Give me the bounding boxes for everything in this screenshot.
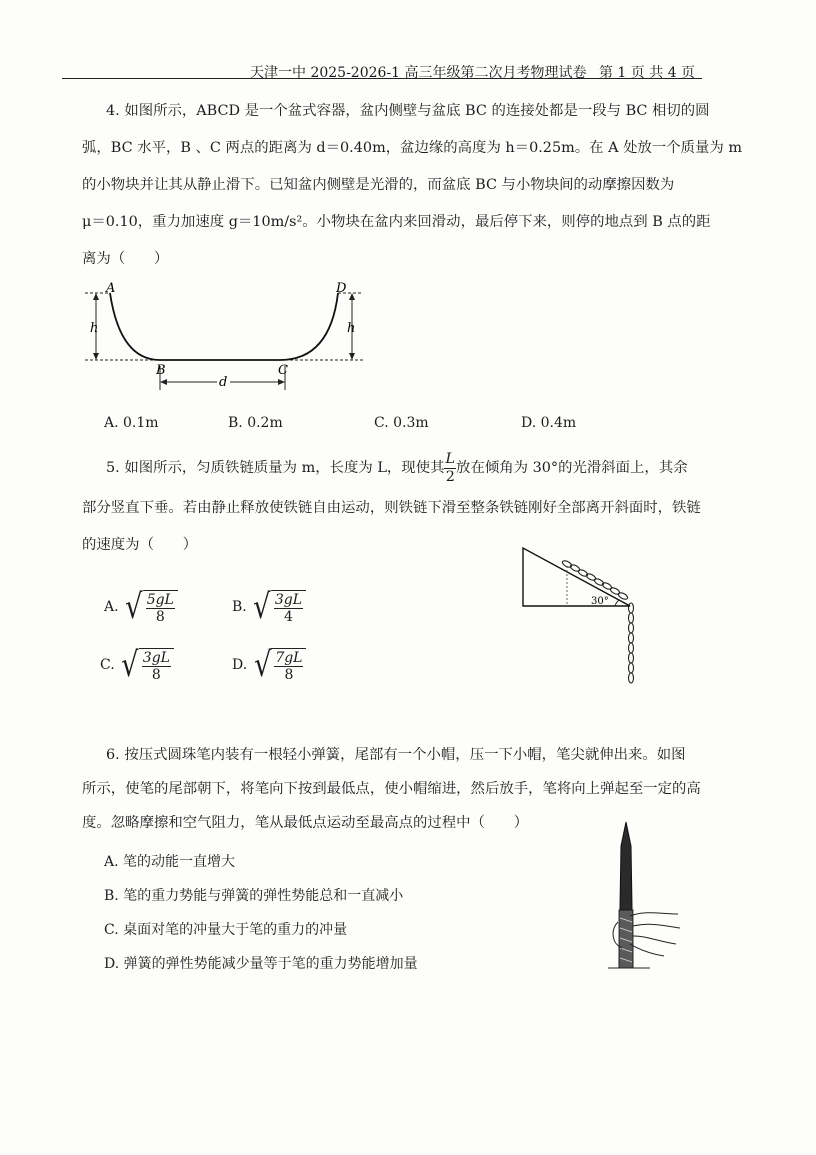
q4-option-d[interactable]: D. 0.4m xyxy=(521,415,577,431)
q4-option-b[interactable]: B. 0.2m xyxy=(228,415,283,431)
header-rule xyxy=(62,78,702,79)
chain-hanging xyxy=(629,603,634,683)
q6-pen-figure xyxy=(600,818,690,978)
q6-line-1: 6. 按压式圆珠笔内装有一根轻小弹簧，尾部有一个小帽，压一下小帽，笔尖就伸出来。如图 xyxy=(106,747,686,763)
q5-number: 5. xyxy=(106,460,120,476)
q4-number: 4. xyxy=(106,103,120,119)
label-h-right: h xyxy=(347,321,356,336)
q5-option-a[interactable]: A. √ $\frac{5gL}{8}$ xyxy=(104,590,178,624)
q4-option-c[interactable]: C. 0.3m xyxy=(374,415,429,431)
q4-option-a[interactable]: A. 0.1m xyxy=(104,415,159,431)
label-D: D xyxy=(336,281,347,296)
q5-incline-figure xyxy=(515,540,645,690)
q5-option-d-sqrt: √ $\frac{7gL}{8}$ xyxy=(252,648,307,682)
q6-options xyxy=(104,845,418,981)
incline-triangle xyxy=(523,548,630,606)
left-h-arrow-head-down xyxy=(93,353,99,360)
angle-label: 30° xyxy=(591,596,609,607)
q6-line-2: 所示，使笔的尾部朝下，将笔向下按到最低点，使小帽缩进，然后放手，笔将向上弹起至一定的高 xyxy=(82,781,701,797)
q4-line-5: 离为（ ） xyxy=(82,251,169,267)
angle-arc xyxy=(615,600,619,606)
q6-number: 6. xyxy=(106,747,120,763)
q4-basin-figure xyxy=(80,278,380,398)
q5-option-a-sqrt: √ $\frac{5gL}{8}$ xyxy=(123,590,178,624)
q5-option-b-sqrt: √ $\frac{3gL}{4}$ xyxy=(251,590,306,624)
q6-option-b[interactable]: B. 笔的重力势能与弹簧的弹性势能总和一直减小 xyxy=(104,888,404,904)
q6-option-d[interactable]: D. 弹簧的弹性势能减少量等于笔的重力势能增加量 xyxy=(104,956,418,972)
q6-line-3: 度。忽略摩擦和空气阻力，笔从最低点运动至最高点的过程中（ ） xyxy=(82,815,529,831)
q5-line-2: 部分竖直下垂。若由静止释放使铁链自由运动，则铁链下滑至整条铁链刚好全部离开斜面时，铁链 xyxy=(82,500,701,516)
label-A: A xyxy=(106,281,116,296)
label-C: C xyxy=(278,363,288,378)
q6-option-c[interactable]: C. 桌面对笔的冲量大于笔的重力的冲量 xyxy=(104,922,348,938)
q5-fraction: $\frac{L}{2}$ xyxy=(445,451,456,485)
q4-line-1: 4. 如图所示，ABCD 是一个盆式容器，盆内侧壁与盆底 BC 的连接处都是一段与 BC 相切的圆 xyxy=(106,103,710,119)
page-header xyxy=(250,62,695,82)
q5-option-c-sqrt: √ $\frac{3gL}{8}$ xyxy=(119,648,174,682)
q5-option-b[interactable]: B. √ $\frac{3gL}{4}$ xyxy=(232,590,306,624)
d-arrow-left xyxy=(160,379,167,385)
question-4-text xyxy=(82,93,743,278)
chain-on-incline xyxy=(561,559,628,600)
label-B: B xyxy=(156,363,166,378)
left-h-arrow-head-up xyxy=(93,293,99,300)
q5-option-c[interactable]: C. √ $\frac{3gL}{8}$ xyxy=(100,648,174,682)
right-h-arrow-head-up xyxy=(349,293,355,300)
label-h-left: h xyxy=(90,321,99,336)
q5-line-3: 的速度为（ ） xyxy=(82,537,198,553)
q6-option-a[interactable]: A. 笔的动能一直增大 xyxy=(104,854,236,870)
page-number: 第 1 页 共 4 页 xyxy=(598,65,696,81)
exam-title: 天津一中 2025-2026-1 高三年级第二次月考物理试卷 xyxy=(250,65,587,81)
d-arrow-right xyxy=(278,379,285,385)
q4-line-3: 的小物块并让其从静止滑下。已知盆内侧壁是光滑的，而盆底 BC 与小物块间的动摩擦因数为 xyxy=(82,177,675,193)
label-d: d xyxy=(219,375,228,390)
right-h-arrow-head-down xyxy=(349,353,355,360)
q5-line-1: 5. 如图所示，匀质铁链质量为 m，长度为 L，现使其 $\frac{L}{2}$ 放在倾角为 30°的光滑斜面上，其余 xyxy=(106,451,688,485)
q4-line-2: 弧，BC 水平，B 、C 两点的距离为 d＝0.40m，盆边缘的高度为 h＝0.25m。在 A 处放一个质量为 m xyxy=(82,140,743,156)
basin-curve xyxy=(110,293,338,360)
q5-option-d[interactable]: D. √ $\frac{7gL}{8}$ xyxy=(232,648,306,682)
q4-line-4: μ＝0.10，重力加速度 g＝10m/s²。小物块在盆内来回滑动，最后停下来，则停的地点到 B 点的距 xyxy=(82,214,711,230)
